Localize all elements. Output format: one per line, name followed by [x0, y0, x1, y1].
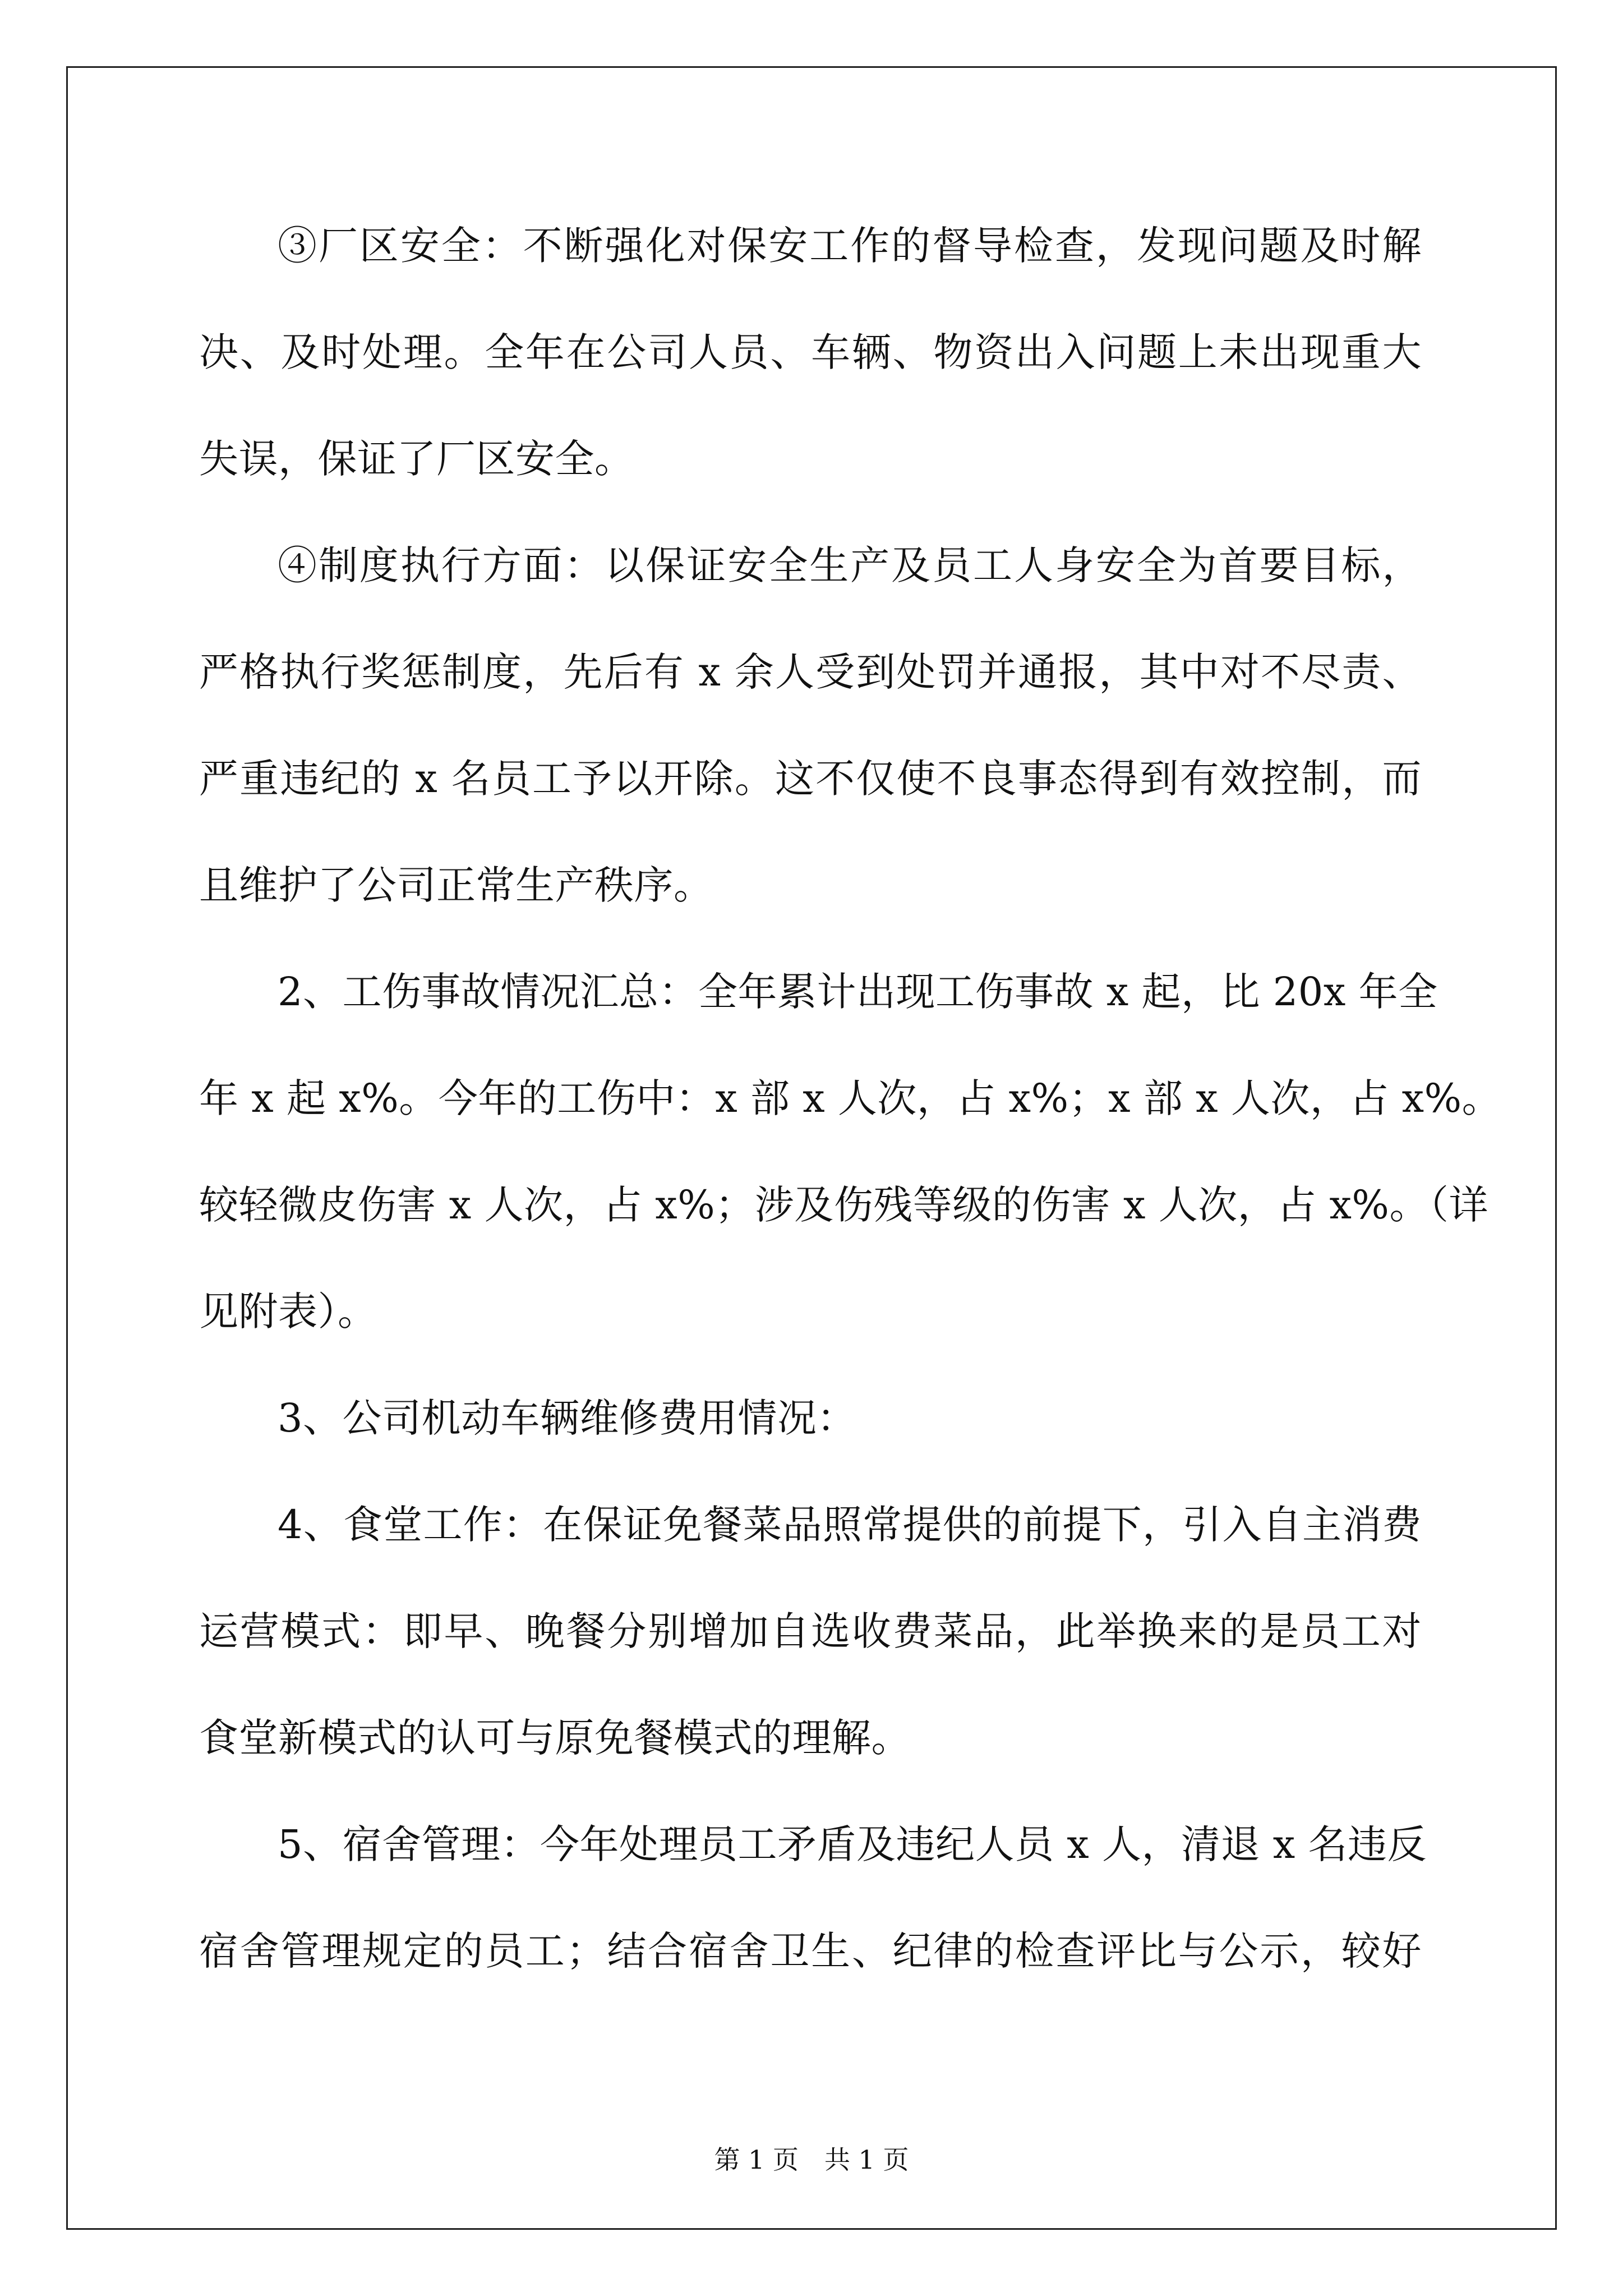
paragraph-line: 宿舍管理规定的员工；结合宿舍卫生、纪律的检查评比与公示，较好 [199, 1928, 1422, 1974]
paragraph-line: 运营模式：即早、晚餐分别增加自选收费菜品，此举换来的是员工对 [199, 1608, 1422, 1654]
paragraph-line: 较轻微皮伤害 x 人次，占 x%；涉及伤残等级的伤害 x 人次，占 x%。（详 [199, 1182, 1488, 1228]
paragraph-line: 严格执行奖惩制度，先后有 x 余人受到处罚并通报，其中对不尽责、 [199, 649, 1422, 695]
paragraph-line: 年 x 起 x%。今年的工伤中：x 部 x 人次，占 x%；x 部 x 人次，占 x%。 [199, 1075, 1502, 1121]
paragraph-line: ④制度执行方面：以保证安全生产及员工人身安全为首要目标， [278, 542, 1422, 588]
paragraph-line: 4、食堂工作：在保证免餐菜品照常提供的前提下，引入自主消费 [278, 1502, 1422, 1548]
paragraph-line: 3、公司机动车辆维修费用情况： [278, 1395, 857, 1441]
paragraph-line: 严重违纪的 x 名员工予以开除。这不仅使不良事态得到有效控制，而 [199, 756, 1422, 802]
document-body [199, 219, 1502, 2031]
paragraph-line: 见附表）。 [199, 1289, 377, 1335]
paragraph-line: 5、宿舍管理：今年处理员工矛盾及违纪人员 x 人，清退 x 名违反 [278, 1821, 1427, 1867]
paragraph-line: 食堂新模式的认可与原免餐模式的理解。 [199, 1715, 911, 1761]
paragraph-line: 且维护了公司正常生产秩序。 [199, 862, 713, 908]
page-number-footer: 第 1 页 共 1 页 [714, 2145, 909, 2175]
paragraph-line: 决、及时处理。全年在公司人员、车辆、物资出入问题上未出现重大 [199, 329, 1422, 375]
paragraph-line: 失误，保证了厂区安全。 [199, 436, 634, 482]
paragraph-line: ③厂区安全：不断强化对保安工作的督导检查，发现问题及时解 [278, 223, 1422, 269]
paragraph-line: 2、工伤事故情况汇总：全年累计出现工伤事故 x 起，比 20x 年全 [278, 969, 1438, 1015]
